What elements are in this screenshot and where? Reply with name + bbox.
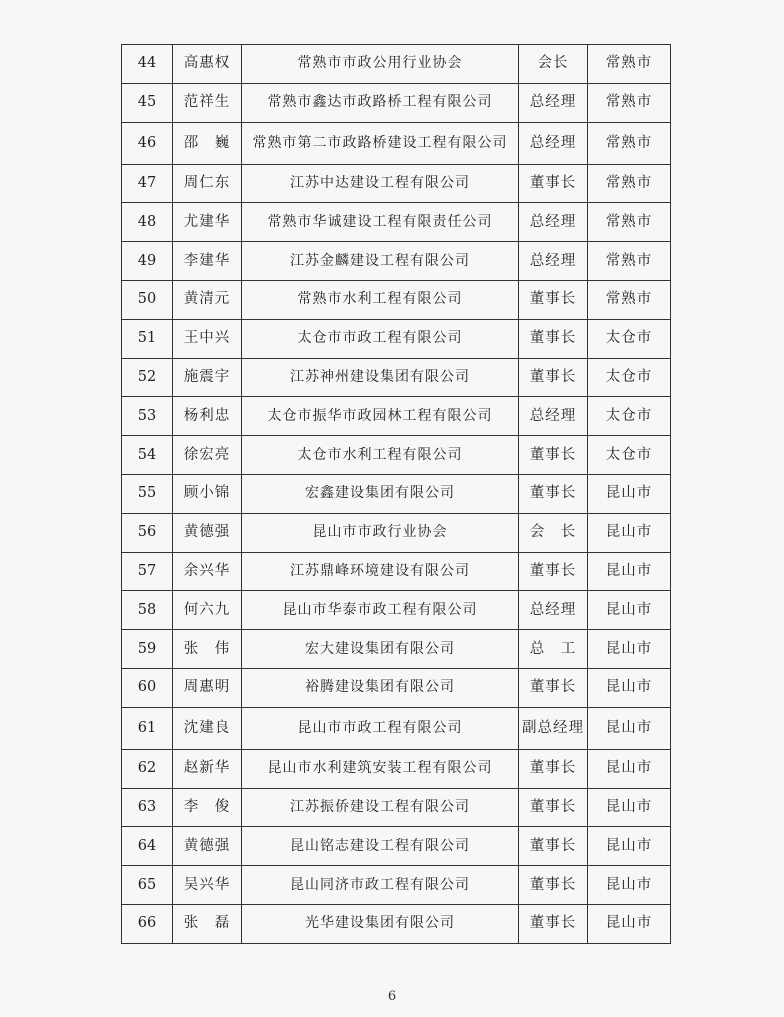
- position-cell: 总经理: [519, 591, 588, 630]
- row-number-cell: 56: [122, 513, 173, 552]
- table-row: [122, 436, 671, 475]
- position-cell: 总经理: [519, 203, 588, 242]
- row-number-cell: 53: [122, 397, 173, 436]
- organization-cell: 昆山铭志建设工程有限公司: [242, 827, 519, 866]
- position-cell: 董事长: [519, 866, 588, 905]
- person-name-cell: 李 俊: [173, 788, 242, 827]
- table-row: [122, 397, 671, 436]
- city-cell: 昆山市: [588, 707, 671, 749]
- city-cell: 太仓市: [588, 397, 671, 436]
- city-cell: 昆山市: [588, 552, 671, 591]
- city-cell: 昆山市: [588, 866, 671, 905]
- city-cell: 常熟市: [588, 242, 671, 281]
- table-row: [122, 45, 671, 84]
- person-name-cell: 周惠明: [173, 668, 242, 707]
- position-cell: 董事长: [519, 788, 588, 827]
- row-number-cell: 66: [122, 904, 173, 943]
- person-name-cell: 施震宇: [173, 358, 242, 397]
- row-number-cell: 48: [122, 203, 173, 242]
- table-row: [122, 749, 671, 788]
- table-row: [122, 83, 671, 122]
- row-number-cell: 45: [122, 83, 173, 122]
- person-name-cell: 顾小锦: [173, 474, 242, 513]
- roster-table: [121, 44, 671, 944]
- row-number-cell: 54: [122, 436, 173, 475]
- person-name-cell: 吴兴华: [173, 866, 242, 905]
- person-name-cell: 黄德强: [173, 513, 242, 552]
- table-row: [122, 552, 671, 591]
- city-cell: 昆山市: [588, 630, 671, 669]
- person-name-cell: 黄德强: [173, 827, 242, 866]
- city-cell: 昆山市: [588, 668, 671, 707]
- table-row: [122, 474, 671, 513]
- position-cell: 董事长: [519, 749, 588, 788]
- organization-cell: 常熟市市政公用行业协会: [242, 45, 519, 84]
- organization-cell: 常熟市第二市政路桥建设工程有限公司: [242, 122, 519, 164]
- table-row: [122, 591, 671, 630]
- position-cell: 董事长: [519, 358, 588, 397]
- position-cell: 会长: [519, 45, 588, 84]
- row-number-cell: 44: [122, 45, 173, 84]
- table-row: [122, 668, 671, 707]
- table-row: [122, 203, 671, 242]
- row-number-cell: 61: [122, 707, 173, 749]
- organization-cell: 常熟市华诚建设工程有限责任公司: [242, 203, 519, 242]
- table-row: [122, 242, 671, 281]
- city-cell: 昆山市: [588, 904, 671, 943]
- person-name-cell: 张 伟: [173, 630, 242, 669]
- person-name-cell: 尤建华: [173, 203, 242, 242]
- organization-cell: 昆山同济市政工程有限公司: [242, 866, 519, 905]
- organization-cell: 太仓市市政工程有限公司: [242, 319, 519, 358]
- position-cell: 会 长: [519, 513, 588, 552]
- position-cell: 董事长: [519, 827, 588, 866]
- position-cell: 副总经理: [519, 707, 588, 749]
- position-cell: 董事长: [519, 280, 588, 319]
- organization-cell: 裕腾建设集团有限公司: [242, 668, 519, 707]
- person-name-cell: 周仁东: [173, 164, 242, 203]
- city-cell: 昆山市: [588, 788, 671, 827]
- organization-cell: 太仓市振华市政园林工程有限公司: [242, 397, 519, 436]
- organization-cell: 江苏振侨建设工程有限公司: [242, 788, 519, 827]
- row-number-cell: 55: [122, 474, 173, 513]
- table-row: [122, 904, 671, 943]
- city-cell: 太仓市: [588, 358, 671, 397]
- person-name-cell: 邵 巍: [173, 122, 242, 164]
- organization-cell: 昆山市市政工程有限公司: [242, 707, 519, 749]
- table-row: [122, 630, 671, 669]
- position-cell: 总经理: [519, 83, 588, 122]
- city-cell: 昆山市: [588, 827, 671, 866]
- person-name-cell: 徐宏亮: [173, 436, 242, 475]
- row-number-cell: 60: [122, 668, 173, 707]
- row-number-cell: 57: [122, 552, 173, 591]
- city-cell: 常熟市: [588, 122, 671, 164]
- table-row: [122, 122, 671, 164]
- city-cell: 昆山市: [588, 474, 671, 513]
- table-row: [122, 707, 671, 749]
- row-number-cell: 65: [122, 866, 173, 905]
- row-number-cell: 47: [122, 164, 173, 203]
- city-cell: 昆山市: [588, 513, 671, 552]
- organization-cell: 昆山市市政行业协会: [242, 513, 519, 552]
- organization-cell: 宏鑫建设集团有限公司: [242, 474, 519, 513]
- person-name-cell: 李建华: [173, 242, 242, 281]
- position-cell: 董事长: [519, 164, 588, 203]
- organization-cell: 江苏中达建设工程有限公司: [242, 164, 519, 203]
- organization-cell: 江苏神州建设集团有限公司: [242, 358, 519, 397]
- table-row: [122, 358, 671, 397]
- table-row: [122, 513, 671, 552]
- person-name-cell: 张 磊: [173, 904, 242, 943]
- table-row: [122, 280, 671, 319]
- city-cell: 常熟市: [588, 203, 671, 242]
- position-cell: 董事长: [519, 474, 588, 513]
- row-number-cell: 64: [122, 827, 173, 866]
- organization-cell: 昆山市水利建筑安装工程有限公司: [242, 749, 519, 788]
- position-cell: 总经理: [519, 242, 588, 281]
- position-cell: 董事长: [519, 436, 588, 475]
- position-cell: 董事长: [519, 552, 588, 591]
- table-row: [122, 164, 671, 203]
- city-cell: 太仓市: [588, 436, 671, 475]
- person-name-cell: 王中兴: [173, 319, 242, 358]
- city-cell: 太仓市: [588, 319, 671, 358]
- table-row: [122, 788, 671, 827]
- organization-cell: 昆山市华泰市政工程有限公司: [242, 591, 519, 630]
- row-number-cell: 59: [122, 630, 173, 669]
- position-cell: 总 工: [519, 630, 588, 669]
- city-cell: 昆山市: [588, 591, 671, 630]
- person-name-cell: 何六九: [173, 591, 242, 630]
- row-number-cell: 51: [122, 319, 173, 358]
- organization-cell: 宏大建设集团有限公司: [242, 630, 519, 669]
- position-cell: 总经理: [519, 122, 588, 164]
- organization-cell: 太仓市水利工程有限公司: [242, 436, 519, 475]
- position-cell: 董事长: [519, 668, 588, 707]
- person-name-cell: 黄清元: [173, 280, 242, 319]
- row-number-cell: 63: [122, 788, 173, 827]
- person-name-cell: 沈建良: [173, 707, 242, 749]
- row-number-cell: 50: [122, 280, 173, 319]
- table-row: [122, 319, 671, 358]
- organization-cell: 光华建设集团有限公司: [242, 904, 519, 943]
- row-number-cell: 52: [122, 358, 173, 397]
- organization-cell: 江苏金麟建设工程有限公司: [242, 242, 519, 281]
- person-name-cell: 余兴华: [173, 552, 242, 591]
- organization-cell: 江苏鼎峰环境建设有限公司: [242, 552, 519, 591]
- city-cell: 昆山市: [588, 749, 671, 788]
- table-row: [122, 827, 671, 866]
- row-number-cell: 49: [122, 242, 173, 281]
- position-cell: 董事长: [519, 904, 588, 943]
- row-number-cell: 58: [122, 591, 173, 630]
- table-row: [122, 866, 671, 905]
- roster-body: [122, 45, 671, 944]
- city-cell: 常熟市: [588, 45, 671, 84]
- person-name-cell: 赵新华: [173, 749, 242, 788]
- city-cell: 常熟市: [588, 83, 671, 122]
- row-number-cell: 62: [122, 749, 173, 788]
- organization-cell: 常熟市鑫达市政路桥工程有限公司: [242, 83, 519, 122]
- person-name-cell: 范祥生: [173, 83, 242, 122]
- position-cell: 董事长: [519, 319, 588, 358]
- city-cell: 常熟市: [588, 280, 671, 319]
- city-cell: 常熟市: [588, 164, 671, 203]
- organization-cell: 常熟市水利工程有限公司: [242, 280, 519, 319]
- person-name-cell: 杨利忠: [173, 397, 242, 436]
- person-name-cell: 高惠权: [173, 45, 242, 84]
- row-number-cell: 46: [122, 122, 173, 164]
- position-cell: 总经理: [519, 397, 588, 436]
- page-number: 6: [387, 989, 397, 1004]
